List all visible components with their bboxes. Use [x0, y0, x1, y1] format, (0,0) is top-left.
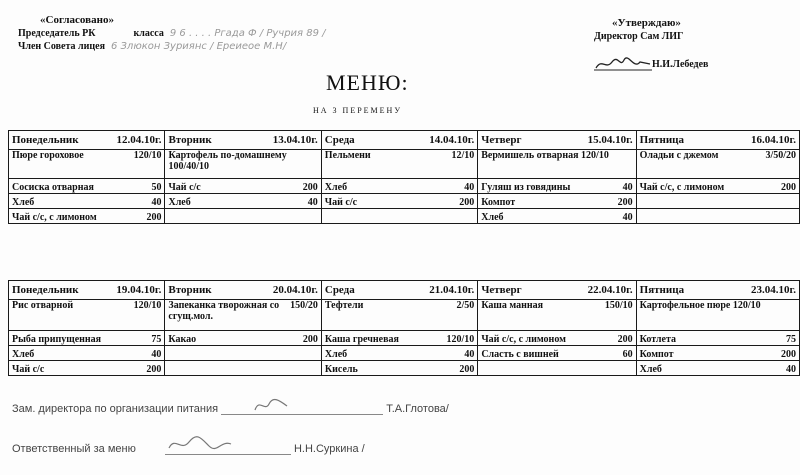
deputy-signature-line: [221, 402, 383, 415]
menu-cell: [478, 194, 636, 209]
dish-portion: 50: [151, 182, 162, 193]
dish-portion: 40: [464, 182, 475, 193]
day-name: Среда: [324, 284, 355, 296]
menu-cell: [636, 361, 799, 376]
menu-cell: [9, 346, 165, 361]
dish-name: Пельмени: [324, 150, 371, 161]
day-date: 20.04.10г.: [272, 284, 318, 296]
dish-name: Хлеб: [12, 197, 35, 208]
menu-cell: [165, 331, 321, 346]
menu-cell: [636, 300, 799, 331]
dish-portion: 75: [151, 334, 162, 345]
day-header: [165, 131, 321, 150]
page-title: МЕНЮ:: [326, 70, 409, 95]
day-date: 21.04.10г.: [429, 284, 475, 296]
day-name: Вторник: [168, 284, 212, 296]
dish-portion: 120/10: [133, 150, 162, 161]
dish-name: Хлеб: [12, 349, 35, 360]
approved-role: Директор Сам ЛИГ: [594, 31, 684, 42]
menu-cell: [165, 361, 321, 376]
responsible-signer: Н.Н.Суркина /: [293, 443, 365, 455]
day-header: [636, 281, 799, 300]
menu-cell: [321, 150, 477, 179]
menu-cell: [9, 179, 165, 194]
dish-name: Вермишель отварная 120/10: [481, 150, 609, 161]
day-header: [9, 131, 165, 150]
menu-cell: [478, 361, 636, 376]
dish-portion: 120/10: [446, 334, 475, 345]
day-date: 13.04.10г.: [272, 134, 318, 146]
dish-name: Чай с/с, с лимоном: [12, 212, 97, 223]
menu-cell: [9, 150, 165, 179]
day-header: [478, 131, 636, 150]
member-handwriting: 6 Злюкон Зуриянс / Ереиеое М.Н/: [110, 41, 287, 52]
dish-portion: 200: [146, 212, 162, 223]
menu-table-week2: [8, 280, 800, 376]
dish-name: Хлеб: [324, 182, 348, 193]
menu-cell: [636, 194, 799, 209]
menu-cell: [321, 300, 477, 331]
table-row: [9, 209, 800, 224]
dish-portion: 60: [622, 349, 633, 360]
day-date: 15.04.10г.: [587, 134, 633, 146]
menu-cell: [9, 331, 165, 346]
day-name: Вторник: [168, 134, 212, 146]
menu-cell: [478, 346, 636, 361]
dish-portion: 200: [146, 364, 162, 375]
deputy-signer: Т.А.Глотова/: [386, 403, 449, 415]
dish-name: Хлеб: [168, 197, 191, 208]
menu-cell: [321, 179, 477, 194]
dish-portion: 75: [786, 334, 796, 345]
dish-name: Тефтели: [324, 300, 364, 311]
day-date: 14.04.10г.: [429, 134, 475, 146]
director-signature: [594, 56, 652, 72]
menu-cell: [9, 194, 165, 209]
deputy-signature: [251, 396, 291, 414]
dish-name: Хлеб: [481, 212, 504, 223]
day-name: Понедельник: [12, 284, 79, 296]
day-date: 12.04.10г.: [116, 134, 162, 146]
chair-label: Председатель РК: [18, 28, 96, 39]
day-date: 22.04.10г.: [587, 284, 633, 296]
table-row: [9, 150, 800, 179]
menu-cell: [9, 209, 165, 224]
dish-portion: 200: [617, 334, 633, 345]
dish-name: Чай с/с: [12, 364, 45, 375]
day-header: [321, 281, 477, 300]
day-header: [636, 131, 799, 150]
day-name: Среда: [324, 134, 355, 146]
dish-portion: 40: [622, 212, 633, 223]
dish-portion: 40: [786, 364, 796, 375]
menu-cell: [165, 300, 321, 331]
menu-cell: [9, 361, 165, 376]
dish-portion: 200: [781, 349, 796, 360]
menu-cell: [478, 300, 636, 331]
agreed-title: «Согласовано»: [40, 14, 114, 26]
dish-portion: 40: [307, 197, 318, 208]
menu-cell: [636, 179, 799, 194]
chair-handwriting: 9 6 . . . . Ргада Ф / Ручрия 89 /: [169, 28, 326, 39]
table-row: [9, 194, 800, 209]
dish-name: Какао: [168, 334, 197, 345]
approved-title: «Утверждаю»: [612, 17, 681, 29]
dish-portion: 200: [302, 182, 318, 193]
responsible-signature: [165, 434, 235, 454]
table-row: [9, 300, 800, 331]
day-date: 19.04.10г.: [116, 284, 162, 296]
dish-name: Чай с/с: [168, 182, 201, 193]
menu-cell: [636, 150, 799, 179]
dish-name: Пюре гороховое: [12, 150, 84, 161]
dish-portion: 200: [302, 334, 318, 345]
table-row: [9, 179, 800, 194]
dish-portion: 12/10: [451, 150, 475, 161]
dish-name: Оладьи с джемом: [639, 150, 719, 161]
dish-portion: 40: [151, 197, 162, 208]
menu-cell: [165, 179, 321, 194]
menu-cell: [478, 179, 636, 194]
dish-portion: 200: [459, 197, 475, 208]
dish-name: Чай с/с, с лимоном: [639, 182, 725, 193]
menu-cell: [9, 300, 165, 331]
menu-cell: [165, 150, 321, 179]
dish-portion: 40: [622, 182, 633, 193]
dish-name: Картофель по-домашнему 100/40/10: [168, 150, 287, 172]
dish-name: Компот: [639, 349, 674, 360]
approved-block: [594, 16, 708, 72]
responsible-signature-line: [165, 442, 291, 455]
menu-cell: [636, 209, 799, 224]
day-name: Пятница: [639, 284, 685, 296]
day-header: [9, 281, 165, 300]
table-row: [9, 346, 800, 361]
menu-cell: [321, 194, 477, 209]
day-date: 23.04.10г.: [750, 284, 796, 296]
day-name: Четверг: [481, 134, 522, 146]
dish-portion: 3/50/20: [765, 150, 796, 161]
dish-name: Каша гречневая: [324, 334, 399, 345]
dish-name: Гуляш из говядины: [481, 182, 571, 193]
day-name: Четверг: [481, 284, 522, 296]
dish-name: Рыба припущенная: [12, 334, 102, 345]
day-header: [478, 281, 636, 300]
dish-name: Хлеб: [639, 364, 662, 375]
dish-name: Сласть с вишней: [481, 349, 559, 360]
member-label: Член Совета лицея: [18, 41, 105, 52]
dish-name: Кисель: [324, 364, 358, 375]
agreed-block: [18, 14, 326, 53]
dish-name: Котлета: [639, 334, 677, 345]
dish-portion: 40: [464, 349, 475, 360]
menu-cell: [478, 331, 636, 346]
menu-cell: [165, 346, 321, 361]
footer-deputy: [12, 402, 449, 415]
menu-cell: [321, 331, 477, 346]
dish-name: Картофельное пюре 120/10: [639, 300, 761, 311]
dish-portion: 200: [617, 197, 633, 208]
day-header: [165, 281, 321, 300]
table-row: [9, 331, 800, 346]
menu-cell: [636, 331, 799, 346]
dish-name: Запеканка творожная со сгущ.мол.: [168, 300, 280, 322]
table-row: [9, 361, 800, 376]
dish-portion: 200: [459, 364, 475, 375]
menu-cell: [321, 361, 477, 376]
menu-cell: [478, 150, 636, 179]
dish-name: Чай с/с: [324, 197, 358, 208]
dish-name: Каша манная: [481, 300, 544, 311]
dish-name: Компот: [481, 197, 516, 208]
chair-class-label: класса: [133, 28, 164, 39]
day-name: Пятница: [639, 134, 685, 146]
menu-cell: [636, 346, 799, 361]
deputy-label: Зам. директора по организации питания: [12, 403, 219, 415]
dish-name: Хлеб: [324, 349, 348, 360]
dish-portion: 150/20: [290, 300, 318, 311]
dish-portion: 150/10: [604, 300, 633, 311]
day-date: 16.04.10г.: [750, 134, 796, 146]
menu-cell: [321, 346, 477, 361]
dish-portion: 120/10: [133, 300, 162, 311]
menu-cell: [165, 194, 321, 209]
menu-cell: [165, 209, 321, 224]
day-header: [321, 131, 477, 150]
footer-responsible: [12, 442, 365, 455]
approved-signer: Н.И.Лебедев: [652, 59, 709, 70]
menu-table-week1: [8, 130, 800, 224]
day-name: Понедельник: [12, 134, 79, 146]
menu-cell: [321, 209, 477, 224]
dish-name: Чай с/с, с лимоном: [481, 334, 566, 345]
dish-portion: 2/50: [456, 300, 475, 311]
dish-portion: 40: [151, 349, 162, 360]
page-subtitle: НА 3 ПЕРЕМЕНУ: [313, 106, 402, 115]
dish-name: Сосиска отварная: [12, 182, 94, 193]
menu-cell: [478, 209, 636, 224]
dish-name: Рис отварной: [12, 300, 74, 311]
dish-portion: 200: [781, 182, 796, 193]
responsible-label: Ответственный за меню: [12, 443, 136, 455]
